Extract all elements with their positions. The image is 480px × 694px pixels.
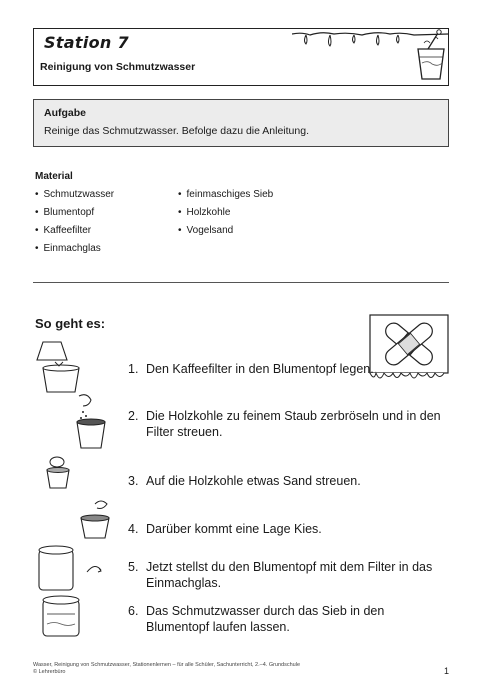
step-text: Auf die Holzkohle etwas Sand streuen. — [146, 474, 361, 488]
dripping-glass-illustration — [292, 29, 448, 85]
step-number: 5. — [128, 560, 139, 574]
material-item: • Kaffeefilter — [35, 222, 114, 240]
instructions-heading: So geht es: — [35, 316, 106, 331]
step-number: 6. — [128, 604, 139, 618]
material-item: • Holzkohle — [178, 204, 273, 222]
material-item: • Schmutzwasser — [35, 186, 114, 204]
step-number: 3. — [128, 474, 139, 488]
task-heading: Aufgabe — [44, 107, 86, 119]
task-box — [33, 99, 449, 147]
task-text: Reinige das Schmutzwasser. Befolge dazu die Anleitung. — [44, 125, 309, 137]
step-illustrations — [33, 338, 113, 638]
step-text: Jetzt stellst du den Blumentopf mit dem Filter in das Einmachglas. — [146, 560, 433, 590]
station-header — [33, 28, 449, 86]
step-number: 4. — [128, 522, 139, 536]
step-number: 2. — [128, 409, 139, 423]
station-subtitle: Reinigung von Schmutzwasser — [40, 61, 196, 73]
step-text: Den Kaffeefilter in den Blumentopf legen. — [146, 362, 374, 376]
footer-line: Wasser, Reinigung von Schmutzwasser, Stationenlernen – für alle Schüler, Sachunterricht, 2.–4. Grundschule — [33, 662, 300, 668]
material-item: • Blumentopf — [35, 204, 114, 222]
station-title: Station 7 — [44, 33, 129, 52]
step-text: Die Holzkohle zu feinem Staub zerbröseln und in den Filter streuen. — [146, 409, 441, 439]
material-list-right — [178, 186, 273, 240]
section-divider — [33, 282, 449, 283]
page-number: 1 — [444, 666, 450, 676]
material-heading: Material — [35, 171, 73, 182]
footer-copyright: © Lehrerbüro — [33, 669, 66, 675]
step-text: Darüber kommt eine Lage Kies. — [146, 522, 322, 536]
material-item: • Einmachglas — [35, 240, 114, 258]
step-number: 1. — [128, 362, 139, 376]
material-item: • Vogelsand — [178, 222, 273, 240]
material-list-left — [35, 186, 114, 258]
step-text: Das Schmutzwasser durch das Sieb in den Blumentopf laufen lassen. — [146, 604, 385, 634]
footer-credits — [33, 662, 300, 676]
material-item: • feinmaschiges Sieb — [178, 186, 273, 204]
